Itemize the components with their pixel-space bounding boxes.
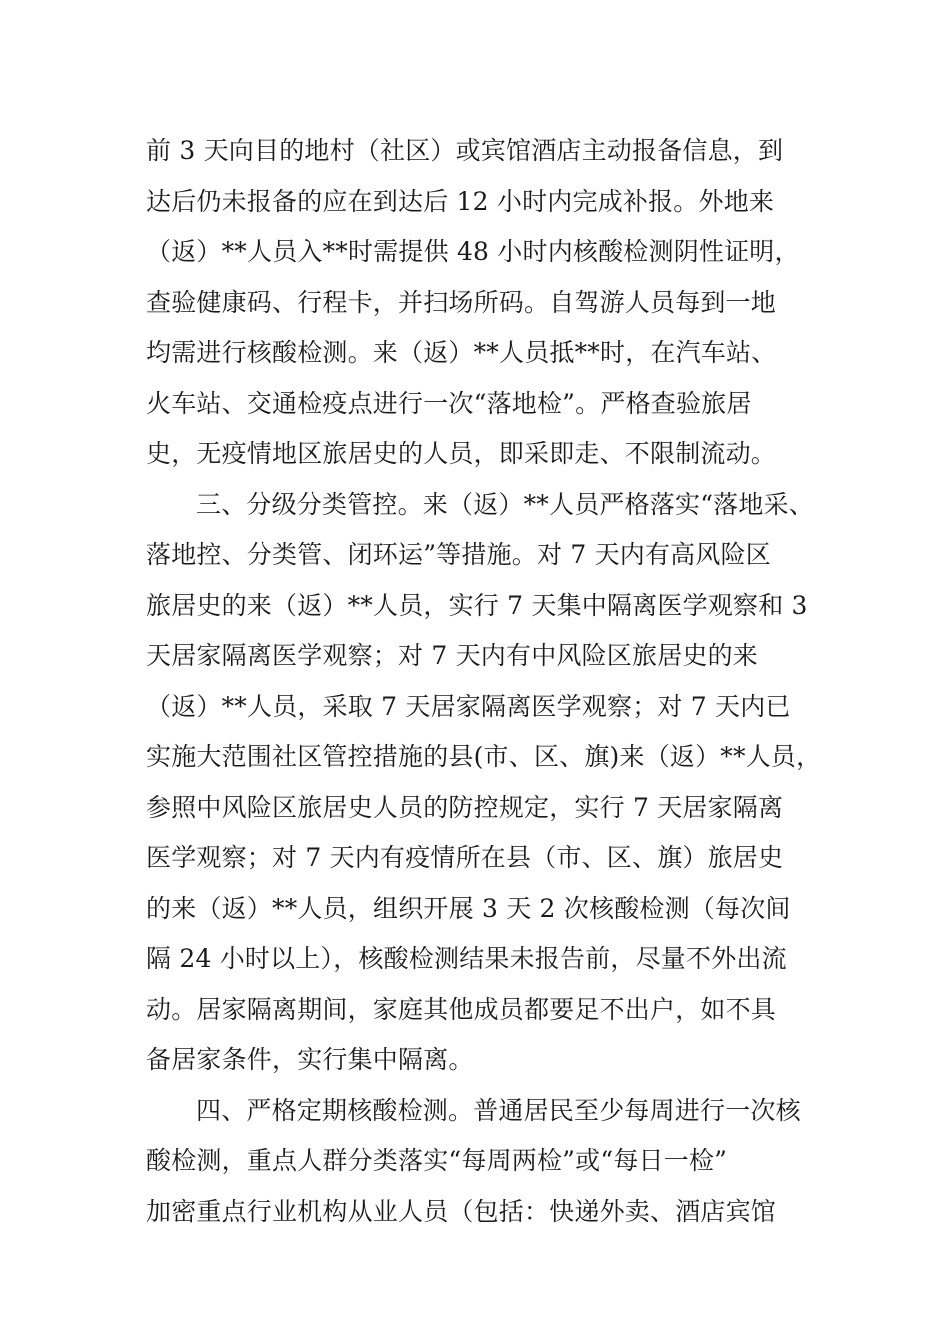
text-line: 火车站、交通检疫点进行一次“落地检”。严格查验旅居 [146,388,752,418]
text-line: 实施大范围社区管控措施的县(市、区、旗)来（返）**人员， [146,742,822,771]
text-line: 备居家条件，实行集中隔离。 [146,1045,474,1074]
text-line: （返）**人员入**时需提供 48 小时内核酸检测阴性证明， [146,237,800,266]
text-line: 均需进行核酸检测。来（返）**人员抵**时，在汽车站、 [146,338,777,367]
text-line: 前 3 天向目的地村（社区）或宾馆酒店主动报备信息，到 [146,136,784,165]
text-line: 落地控、分类管、闭环运”等措施。对 7 天内有高风险区 [146,540,771,569]
text-line: 隔 24 小时以上），核酸检测结果未报告前，尽量不外出流 [146,944,787,973]
text-line: 天居家隔离医学观察；对 7 天内有中风险区旅居史的来 [146,641,759,670]
text-line: 查验健康码、行程卡，并扫场所码。自驾游人员每到一地 [146,287,777,317]
document-body [146,126,822,1237]
text-line: 达后仍未报备的应在到达后 12 小时内完成补报。外地来 [146,186,775,216]
text-line: 加密重点行业机构从业人员（包括：快递外卖、酒店宾馆 [146,1196,777,1226]
text-line: 参照中风险区旅居史人员的防控规定，实行 7 天居家隔离 [146,792,784,822]
text-line: （返）**人员，采取 7 天居家隔离医学观察；对 7 天内已 [146,691,791,721]
section-heading-line: 三、分级分类管控。来（返）**人员严格落实“落地采、 [196,489,814,519]
text-line: 酸检测，重点人群分类落实“每周两检”或“每日一检” [146,1146,728,1175]
text-line: 医学观察；对 7 天内有疫情所在县（市、区、旗）旅居史 [146,843,784,872]
text-line: 动。居家隔离期间，家庭其他成员都要足不出户，如不具 [146,994,777,1024]
text-line: 的来（返）**人员，组织开展 3 天 2 次核酸检测（每次间 [146,893,791,923]
text-line: 旅居史的来（返）**人员，实行 7 天集中隔离医学观察和 3 [146,590,808,620]
text-line: 史，无疫情地区旅居史的人员，即采即走、不限制流动。 [146,439,777,468]
section-heading-line: 四、严格定期核酸检测。普通居民至少每周进行一次核 [196,1095,801,1125]
